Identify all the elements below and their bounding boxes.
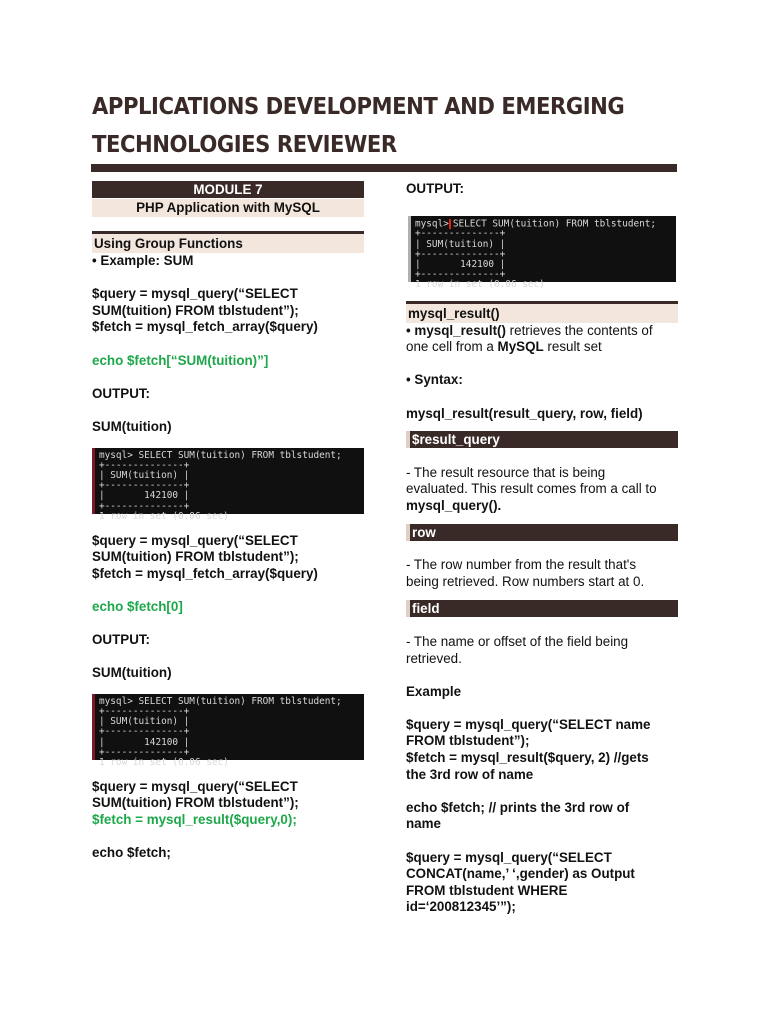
code-line: SUM(tuition) FROM tblstudent”);: [92, 302, 299, 318]
terminal-command: SELECT SUM(tuition) FROM tblstudent;: [452, 218, 657, 230]
code-line: $fetch = mysql_result($query,0);: [92, 812, 297, 828]
code-line: $query = mysql_query(“SELECT: [406, 849, 612, 865]
output-label: OUTPUT:: [92, 632, 151, 648]
param-description: - The row number from the result that's: [406, 557, 637, 573]
mysql-term: MySQL: [497, 339, 544, 355]
terminal-line: | 142100 |: [99, 490, 190, 502]
code-line: $query = mysql_query(“SELECT: [92, 778, 298, 794]
terminal-line: +--------------+: [415, 248, 506, 260]
page-title-line2: TECHNOLOGIES REVIEWER: [92, 132, 397, 158]
terminal-line: | SUM(tuition) |: [415, 238, 506, 250]
terminal-line: 1 row in set (0.06 sec): [99, 510, 229, 522]
bullet: •: [406, 322, 415, 338]
terminal-prompt: mysql>: [415, 218, 449, 230]
mysql-result-description: [406, 323, 678, 340]
code-echo: echo $fetch[0]: [92, 598, 183, 614]
output-label: OUTPUT:: [406, 181, 465, 196]
description-text: result set: [543, 339, 602, 355]
code-line: FROM tblstudent WHERE: [406, 882, 568, 898]
terminal-line: +--------------+: [99, 459, 190, 471]
terminal-line: | SUM(tuition) |: [99, 469, 190, 481]
mysql-result-description-2: [406, 339, 678, 356]
code-echo: echo $fetch;: [92, 845, 171, 861]
code-line: $fetch = mysql_result($query, 2) //gets: [406, 750, 649, 766]
terminal-output: [92, 694, 364, 769]
terminal-line: +--------------+: [415, 269, 506, 281]
module-subtitle: PHP Application with MySQL: [92, 199, 364, 217]
terminal-line: +--------------+: [99, 480, 190, 492]
section-heading-group-functions: Using Group Functions: [92, 231, 364, 253]
terminal-line: +--------------+: [99, 706, 190, 718]
function-name: mysql_result(): [414, 322, 506, 338]
code-line: the 3rd row of name: [406, 766, 534, 782]
example-label: • Example: SUM: [92, 253, 194, 268]
param-description: mysql_query().: [406, 497, 502, 513]
example-label: Example: [406, 683, 462, 699]
code-line: $fetch = mysql_fetch_array($query): [92, 319, 318, 335]
page-title-line1: APPLICATIONS DEVELOPMENT AND EMERGING: [92, 94, 625, 120]
terminal-line: +--------------+: [415, 228, 506, 240]
code-line: $query = mysql_query(“SELECT name: [406, 716, 651, 732]
code-line: echo $fetch; // prints the 3rd row of: [406, 799, 630, 815]
code-line: $fetch = mysql_fetch_array($query): [92, 565, 318, 581]
terminal-line: mysql> SELECT SUM(tuition) FROM tblstudent;: [99, 695, 342, 707]
terminal-line: 1 row in set (0.06 sec): [415, 279, 545, 291]
terminal-line: | 142100 |: [99, 736, 190, 748]
terminal-line: +--------------+: [99, 726, 190, 738]
sum-label: SUM(tuition): [92, 418, 172, 434]
syntax-signature: mysql_result(result_query, row, field): [406, 405, 643, 421]
param-heading-field: field: [406, 600, 678, 617]
module-label: MODULE 7: [92, 181, 364, 198]
param-description: - The name or offset of the field being: [406, 633, 629, 649]
description-text: retrieves the contents of: [505, 322, 653, 338]
param-description: evaluated. This result comes from a call to: [406, 481, 657, 497]
description-text: one cell from a: [406, 339, 498, 355]
sum-label: SUM(tuition): [92, 665, 172, 681]
code-line: name: [406, 816, 441, 832]
terminal-output: [92, 448, 364, 522]
code-line: id=‘200812345’”);: [406, 899, 516, 915]
code-line: $query = mysql_query(“SELECT: [92, 532, 298, 548]
param-description: being retrieved. Row numbers start at 0.: [406, 573, 645, 589]
code-line: $query = mysql_query(“SELECT: [92, 286, 298, 302]
code-line: FROM tblstudent”);: [406, 733, 530, 749]
param-heading-result-query: $result_query: [406, 431, 678, 448]
code-echo: echo $fetch[“SUM(tuition)”]: [92, 352, 269, 368]
cursor-icon: [449, 219, 451, 229]
param-description: - The result resource that is being: [406, 464, 606, 480]
output-label: OUTPUT:: [92, 385, 151, 401]
terminal-output: [408, 216, 676, 291]
code-line: SUM(tuition) FROM tblstudent”);: [92, 795, 299, 811]
syntax-label: • Syntax:: [406, 372, 463, 388]
terminal-line: | SUM(tuition) |: [99, 716, 190, 728]
terminal-line: +--------------+: [99, 500, 190, 512]
terminal-line: 1 row in set (0.06 sec): [99, 757, 229, 769]
page-title: [92, 88, 635, 164]
terminal-line: +--------------+: [99, 746, 190, 758]
param-heading-row: row: [406, 524, 678, 541]
title-divider: [91, 164, 677, 172]
terminal-line: | 142100 |: [415, 258, 506, 270]
section-heading-mysql-result: mysql_result(): [406, 301, 678, 323]
param-description: retrieved.: [406, 650, 462, 666]
left-column: [92, 181, 364, 862]
terminal-line: mysql> SELECT SUM(tuition) FROM tblstudent;: [99, 449, 342, 461]
code-line: SUM(tuition) FROM tblstudent”);: [92, 549, 299, 565]
code-line: CONCAT(name,’ ‘,gender) as Output: [406, 866, 635, 882]
right-column: [406, 181, 678, 916]
